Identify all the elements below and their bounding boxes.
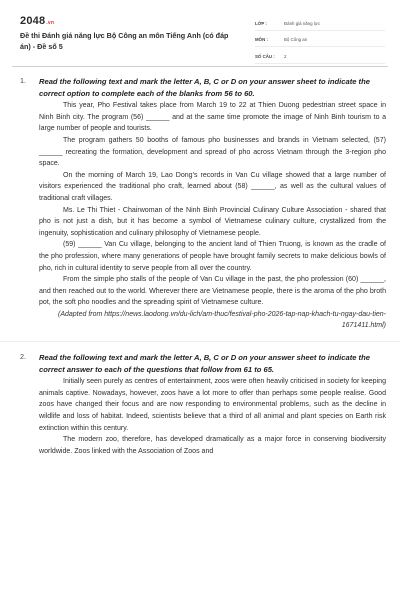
meta-row-subject [255,34,385,48]
page-header [0,0,400,66]
question-number: 1. [20,76,26,85]
meta-key: LỚP : [255,20,267,26]
passage-paragraph: (59) ______ Van Cu village, belonging to the ancient land of Thien Truong, is known as the cradle of the pho profession, where many generations of people have brought family secrets to make delicious bowls of pho, rich in cultural identity to serve people from all over the country. [39,241,386,272]
question-number: 2. [20,352,26,362]
passage-paragraph: This year, Pho Festival takes place from March 19 to 22 at Thien Duong pedestrian street space in Ninh Binh city. The program (56) ______ and at the same time promote the image of Ninh Binh tourism to a large number of people and tourists. [39,102,386,133]
meta-row-class [255,17,385,31]
exam-content [0,76,400,457]
meta-value: 2 [284,53,287,59]
meta-value: Đánh giá năng lực [284,20,320,26]
document-title: Đề thi Đánh giá năng lực Bộ Công an môn Tiếng Anh (có đáp án) - Đề số 5 [20,31,229,51]
brand-suffix: .vn [46,20,55,26]
passage-paragraph: On the morning of March 19, Lao Dong's records in Van Cu village showed that a large number of visitors experienced the traditional pho craft, learned about (58) ______, as well as the cultural values of traditional craft villages. [39,171,386,202]
passage-paragraph: Ms. Le Thi Thiet - Chairwoman of the Ninh Binh Provincial Culinary Culture Association - shared that pho is not just a dish, but it has become a symbol of Vietnamese culinary culture, crystallized from the ingenuity, sophistication and culinary philosophy of Vietnamese people. [39,206,386,237]
question-instruction: Read the following text and mark the letter A, B, C or D on your answer sheet to indicate the correct answer to each of the questions that follow from 61 to 65. [39,353,370,374]
meta-value: Bộ Công an [284,37,308,43]
question-body [39,76,386,332]
passage-paragraph: The modern zoo, therefore, has developed dramatically as a major force in conserving biodiversity worldwide. Zoos linked with the Association of Zoos and [39,436,386,455]
brand-name: 2048 [20,15,46,27]
passage-paragraph: The program gathers 50 booths of famous pho businesses and brands in Vietnam selected, (57) ______ recreating the formation, development and spread of pho across Vietnam through the 3-region pho space. [39,136,386,168]
exam-meta [255,17,385,67]
meta-row-count [255,50,385,64]
brand-logo[interactable] [20,15,54,27]
passage-paragraph: From the simple pho stalls of the people of Van Cu village in the past, the pho profession (60) ______, and then reached out to the world. Wherever there are Vietnamese people, there is the aroma of the pho broth pot, the soft pho noodles and the spreading spirit of Vietnamese culture. [39,276,386,307]
passage-source: (Adapted from https://news.laodong.vn/du-lich/am-thuc/festival-pho-2026-tap-nap-khach-tu-ngay-dau-tien-1671411.html) [57,310,386,330]
header-divider [12,66,388,67]
meta-key: MÔN : [255,37,268,43]
question-block [20,352,386,457]
question-instruction: Read the following text and mark the letter A, B, C or D on your answer sheet to indicate the correct option to complete each of the blanks from 56 to 60. [39,77,370,98]
question-separator [0,341,400,342]
passage-paragraph: Initially seen purely as centres of entertainment, zoos were often heavily criticised in society for keeping animals captive. Nowadays, however, zoos have a lot more to offer than perhaps some people realise. Good zoos have changed their focus and are now responding to environmental problems, such as the decline in wildlife and loss of habitat. Indeed, scientists believe that a third of all animal and plant species on Earth risk extinction within this century. [39,378,386,432]
question-body [39,352,386,457]
meta-key: SỐ CÂU : [255,53,275,59]
question-block [20,76,386,332]
